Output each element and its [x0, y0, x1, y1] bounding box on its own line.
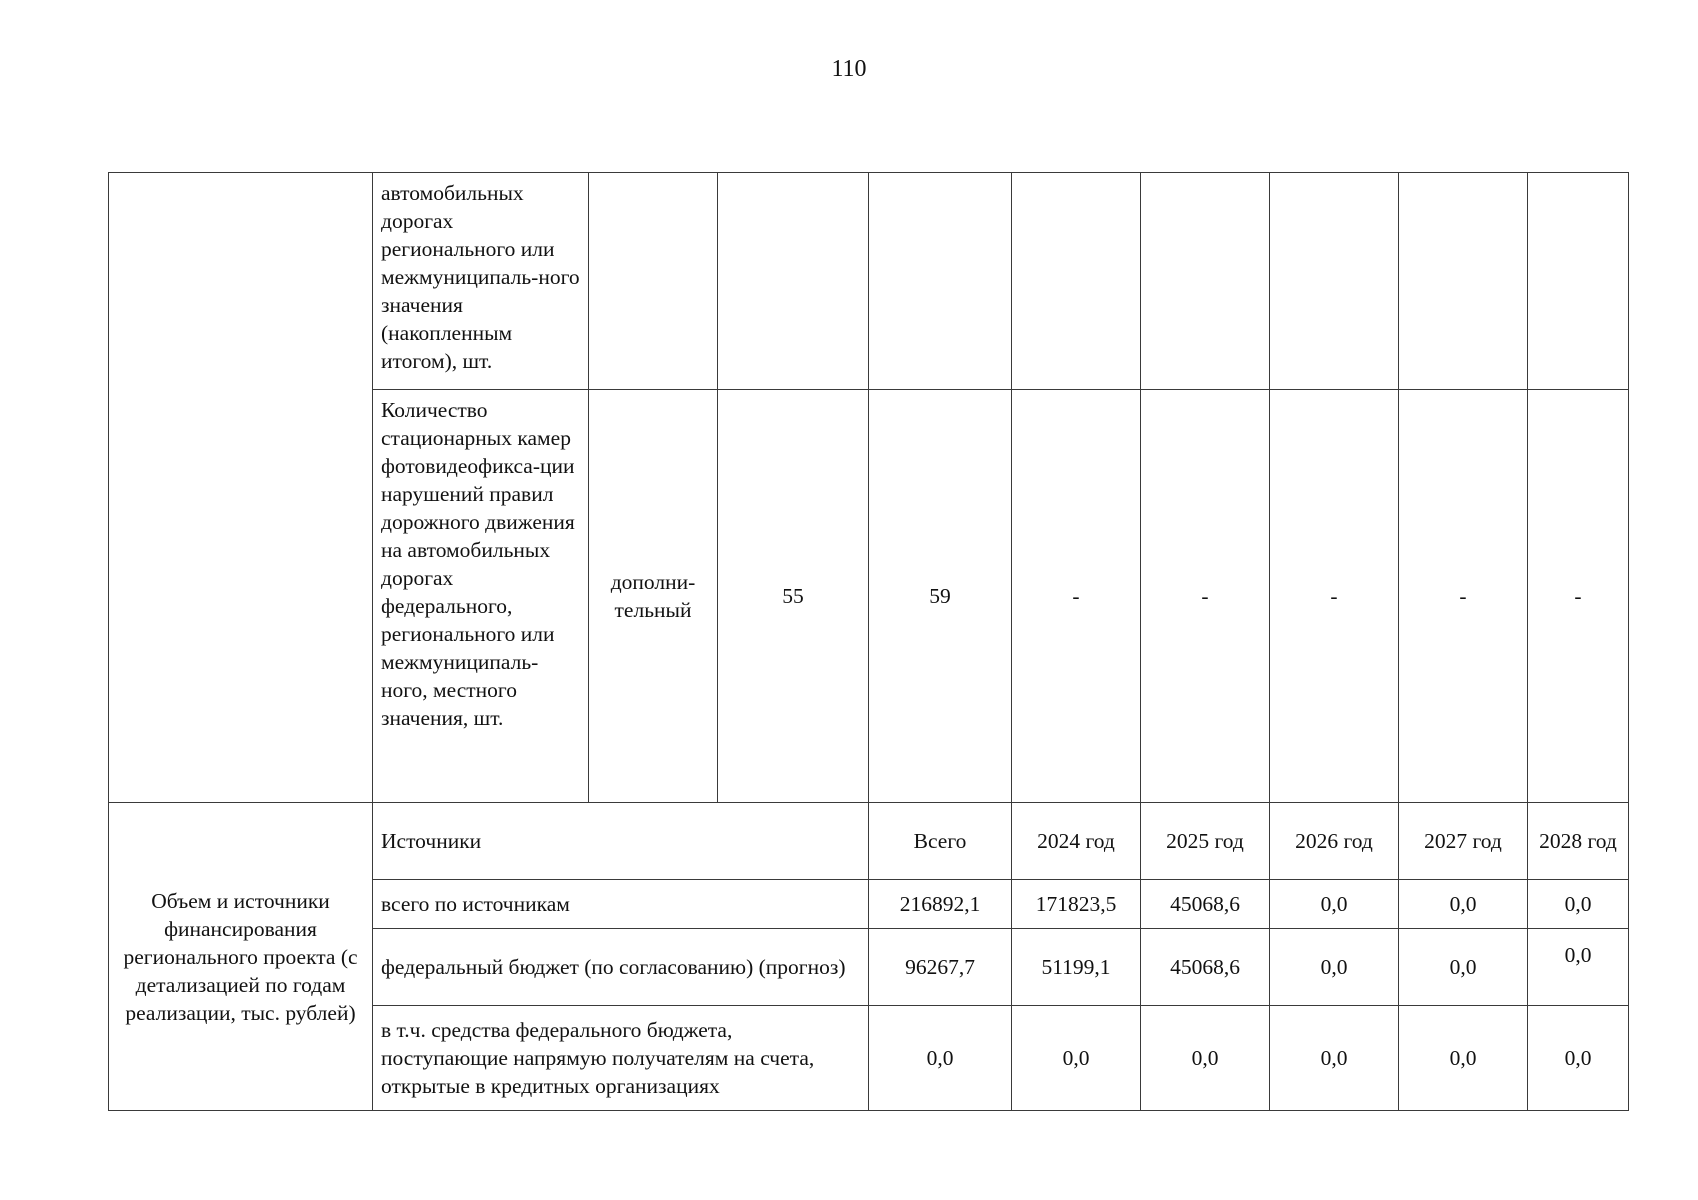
year-2027-header: 2027 год: [1399, 803, 1528, 880]
finance-2028: 0,0: [1528, 929, 1629, 1006]
indicator-total: 59: [869, 390, 1012, 803]
finance-2024: 0,0: [1012, 1006, 1141, 1111]
page-number: 110: [831, 56, 867, 82]
finance-2025: 0,0: [1141, 1006, 1270, 1111]
indicator-total-cell: [869, 173, 1012, 390]
indicator-base-value: 55: [718, 390, 869, 803]
finance-2024: 171823,5: [1012, 880, 1141, 929]
indicator-name: автомобильных дорогах регионального или межмуниципаль-ного значения (накопленным итогом), шт.: [381, 181, 580, 373]
finance-2025: 45068,6: [1141, 929, 1270, 1006]
empty-label-cell: [109, 173, 373, 803]
indicator-2026: -: [1270, 390, 1399, 803]
finance-2026: 0,0: [1270, 1006, 1399, 1111]
indicator-name-cell: [373, 173, 589, 390]
indicator-2024-cell: [1012, 173, 1141, 390]
indicator-2025: -: [1141, 390, 1270, 803]
finance-label-cell: [109, 803, 373, 1111]
project-table: [108, 172, 1629, 1111]
finance-label: Объем и источники финансирования регионального проекта (с детализацией по годам реализации, тыс. рублей): [123, 888, 358, 1025]
finance-2027: 0,0: [1399, 1006, 1528, 1111]
indicator-2024: -: [1012, 390, 1141, 803]
total-header: Всего: [869, 803, 1012, 880]
year-2024-header: 2024 год: [1012, 803, 1141, 880]
finance-2024: 51199,1: [1012, 929, 1141, 1006]
indicator-name: Количество стационарных камер фотовидеофикса-ции нарушений правил дорожного движения на автомобильных дорогах федерального, регионального или межмуниципаль-ного, местного значения, шт.: [381, 398, 575, 730]
finance-2026: 0,0: [1270, 929, 1399, 1006]
finance-total: 0,0: [869, 1006, 1012, 1111]
sources-header: Источники: [373, 803, 869, 880]
indicator-2025-cell: [1141, 173, 1270, 390]
finance-2028: 0,0: [1528, 1006, 1629, 1111]
finance-2027: 0,0: [1399, 929, 1528, 1006]
indicator-2028-cell: [1528, 173, 1629, 390]
finance-2026: 0,0: [1270, 880, 1399, 929]
finance-2025: 45068,6: [1141, 880, 1270, 929]
finance-header-row: [109, 803, 1629, 880]
indicator-base-cell: [718, 173, 869, 390]
indicator-row: [109, 173, 1629, 390]
finance-total: 96267,7: [869, 929, 1012, 1006]
finance-total: 216892,1: [869, 880, 1012, 929]
finance-source: федеральный бюджет (по согласованию) (прогноз): [373, 929, 869, 1006]
indicator-2027: -: [1399, 390, 1528, 803]
year-2025-header: 2025 год: [1141, 803, 1270, 880]
indicator-type-cell: [589, 173, 718, 390]
finance-2027: 0,0: [1399, 880, 1528, 929]
indicator-2026-cell: [1270, 173, 1399, 390]
finance-source: всего по источникам: [373, 880, 869, 929]
year-2028-header: 2028 год: [1528, 803, 1629, 880]
indicator-2027-cell: [1399, 173, 1528, 390]
indicator-name-cell: [373, 390, 589, 803]
finance-2028: 0,0: [1528, 880, 1629, 929]
finance-source: в т.ч. средства федерального бюджета, поступающие напрямую получателям на счета, открытые в кредитных организациях: [373, 1006, 869, 1111]
indicator-type: дополни-тельный: [589, 390, 718, 803]
indicator-2028: -: [1528, 390, 1629, 803]
year-2026-header: 2026 год: [1270, 803, 1399, 880]
